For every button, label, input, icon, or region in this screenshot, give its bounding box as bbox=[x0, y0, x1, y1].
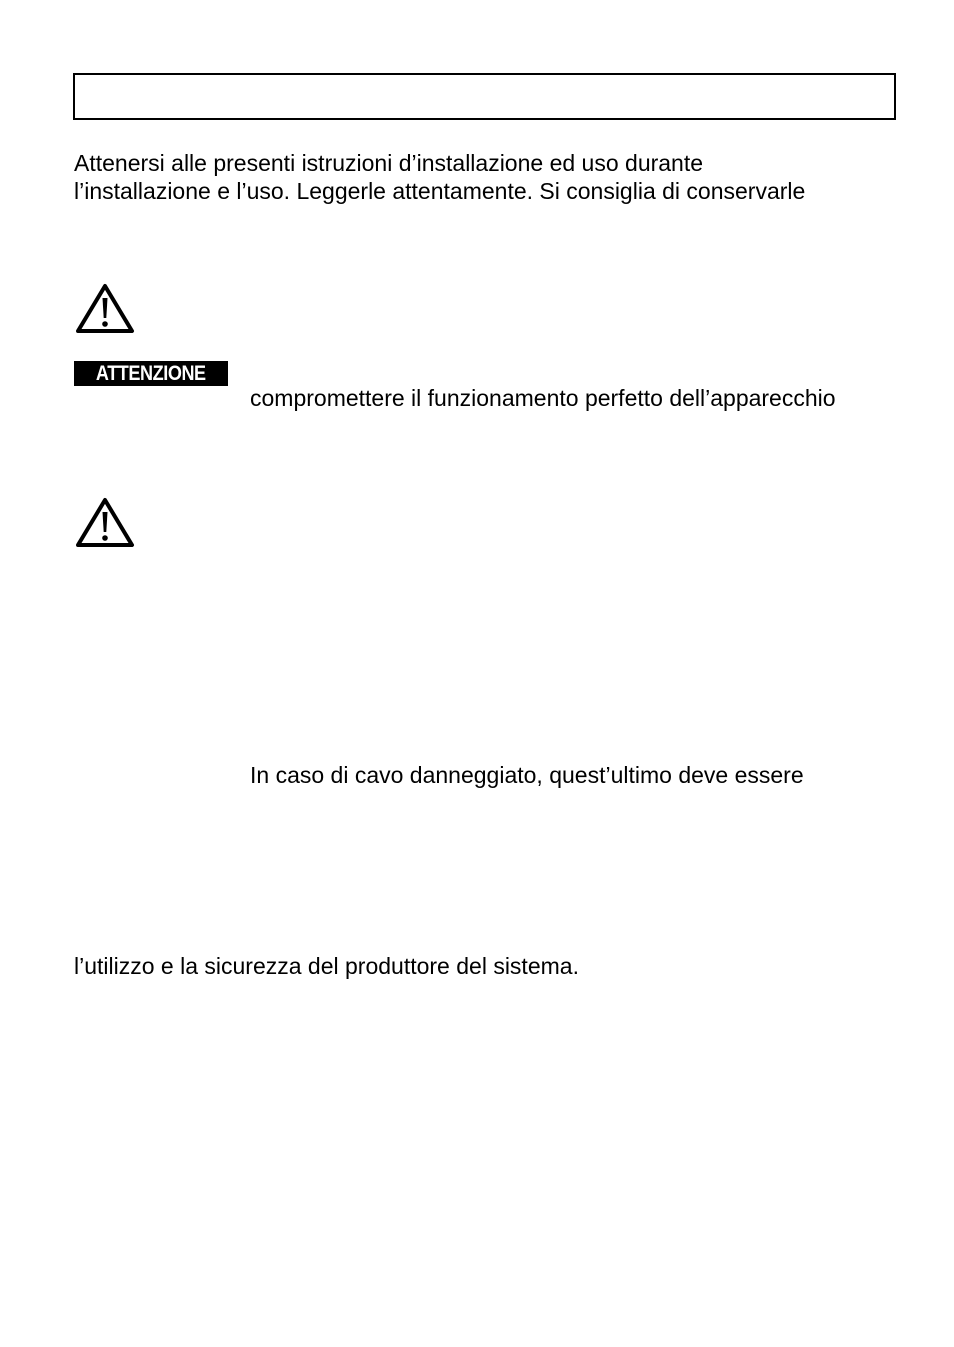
attention-badge-label: ATTENZIONE bbox=[96, 362, 206, 385]
warning-triangle-icon bbox=[75, 282, 135, 334]
intro-paragraph bbox=[74, 149, 805, 205]
cable-warning-text: In caso di cavo danneggiato, quest’ultimo deve essere bbox=[250, 762, 804, 788]
header-frame bbox=[73, 73, 896, 120]
attention-badge bbox=[74, 361, 228, 386]
closing-text: l’utilizzo e la sicurezza del produttore del sistema. bbox=[74, 953, 579, 979]
intro-line-1: Attenersi alle presenti istruzioni d’installazione ed uso durante bbox=[74, 150, 704, 176]
attention-text: compromettere il funzionamento perfetto dell’apparecchio bbox=[250, 385, 836, 411]
intro-line-2: l’installazione e l’uso. Leggerle attentamente. Si consiglia di conservarle bbox=[74, 178, 806, 204]
warning-triangle-icon bbox=[75, 496, 135, 548]
